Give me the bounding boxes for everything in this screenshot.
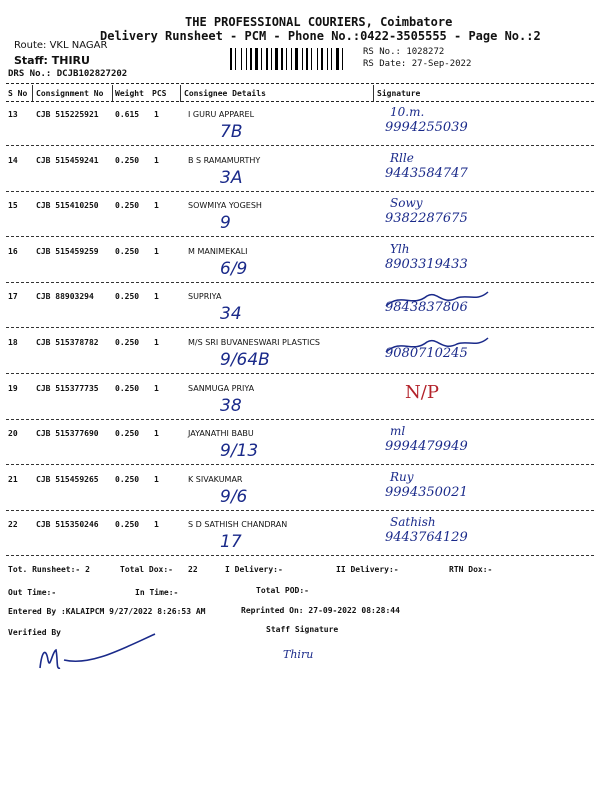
- rs-number: RS No.: 1028272: [363, 47, 445, 57]
- i-delivery: I Delivery:-: [225, 565, 283, 574]
- signature-phone: 9994350021: [385, 484, 468, 500]
- drs-number: DRS No.: DCJB102827202: [8, 69, 128, 79]
- cell-weight: 0.250: [115, 429, 140, 439]
- barcode-gap: [284, 48, 285, 70]
- cell-pcs: 1: [154, 246, 159, 256]
- cell-consignment-no: CJB 515410250: [36, 201, 99, 211]
- not-present-mark: N/P: [405, 381, 439, 403]
- barcode-bar: [291, 48, 292, 70]
- barcode-gap: [288, 48, 290, 70]
- signature-name: Ruy: [390, 469, 414, 484]
- signature-phone: 9080710245: [385, 346, 468, 361]
- handwritten-door-no: 9/6: [220, 486, 248, 507]
- barcode-gap: [248, 48, 249, 70]
- cell-consignment-no: CJB 515459265: [36, 474, 99, 484]
- barcode-bar: [241, 48, 242, 70]
- row-divider: [6, 145, 594, 146]
- col-pcs: PCS: [152, 89, 167, 98]
- barcode-gap: [340, 48, 341, 70]
- signature-phone: 9443764129: [385, 530, 468, 546]
- row-divider: [6, 282, 594, 283]
- barcode-gap: [324, 48, 326, 70]
- handwritten-door-no: 34: [220, 304, 242, 325]
- col-divider: [32, 85, 33, 102]
- cell-sno: 18: [8, 338, 18, 347]
- cell-sno: 20: [8, 429, 18, 439]
- cell-weight: 0.615: [115, 110, 140, 119]
- cell-weight: 0.250: [115, 246, 140, 256]
- col-consignee: Consignee Details: [184, 89, 266, 98]
- cell-consignee-name: I GURU APPAREL: [188, 110, 255, 119]
- row-divider: [6, 555, 594, 556]
- cell-consignee-name: SOWMIYA YOGESH: [188, 201, 262, 211]
- total-dox-label: Total Dox:-: [120, 565, 173, 574]
- verifier-signature: [30, 630, 160, 680]
- table-row: [0, 421, 600, 465]
- in-time: In Time:-: [135, 588, 179, 597]
- barcode-gap: [304, 48, 305, 70]
- barcode-gap: [309, 48, 310, 70]
- col-consignment: Consignment No: [36, 89, 104, 98]
- barcode-bar: [246, 48, 247, 70]
- cell-pcs: 1: [154, 383, 159, 393]
- tot-runsheet: Tot. Runsheet:- 2: [8, 565, 90, 574]
- row-divider: [6, 373, 594, 374]
- col-weight: Weight: [115, 89, 144, 98]
- row-divider: [6, 327, 594, 328]
- barcode-gap: [233, 48, 234, 70]
- col-divider: [112, 85, 113, 102]
- ii-delivery: II Delivery:-: [336, 565, 399, 574]
- col-sno: S No: [8, 89, 28, 98]
- total-dox-value: 22: [188, 565, 198, 574]
- barcode-bar: [306, 48, 308, 70]
- barcode-bar: [317, 48, 318, 70]
- barcode-bar: [261, 48, 262, 70]
- handwritten-door-no: 9/64B: [220, 350, 270, 370]
- handwritten-door-no: 17: [220, 532, 242, 553]
- cell-consignment-no: CJB 515377735: [36, 383, 99, 393]
- cell-consignee-name: S D SATHISH CHANDRAN: [188, 520, 288, 530]
- rs-date: RS Date: 27-Sep-2022: [363, 59, 472, 69]
- cell-consignment-no: CJB 88903294: [36, 292, 94, 302]
- signature-phone: 9843837806: [385, 300, 468, 316]
- cell-consignment-no: CJB 515225921: [36, 110, 99, 119]
- barcode-gap: [237, 48, 240, 70]
- cell-weight: 0.250: [115, 292, 140, 302]
- cell-sno: 22: [8, 520, 18, 530]
- signature-name: Sowy: [390, 196, 423, 211]
- staff-signature-label: Staff Signature: [266, 625, 339, 634]
- signature-phone: 9382287675: [385, 211, 468, 227]
- barcode-gap: [329, 48, 330, 70]
- table-row: [0, 239, 600, 283]
- barcode-gap: [319, 48, 320, 70]
- barcode-bar: [250, 48, 252, 70]
- signature-name: ml: [390, 424, 406, 439]
- cell-weight: 0.250: [115, 474, 140, 484]
- cell-consignment-no: CJB 515459259: [36, 246, 99, 256]
- table-row: [0, 102, 600, 146]
- barcode-bar: [336, 48, 339, 70]
- company-name: THE PROFESSIONAL COURIERS, Coimbatore: [185, 15, 453, 29]
- cell-weight: 0.250: [115, 383, 140, 393]
- table-row: [0, 330, 600, 374]
- handwritten-door-no: 9: [220, 213, 231, 234]
- cell-pcs: 1: [154, 201, 159, 211]
- header-top-divider: [6, 83, 594, 84]
- barcode-bar: [281, 48, 283, 70]
- cell-pcs: 1: [154, 338, 159, 347]
- barcode-bar: [286, 48, 287, 70]
- signature-phone: 9994479949: [385, 439, 468, 455]
- barcode-bar: [302, 48, 303, 70]
- row-divider: [6, 419, 594, 420]
- table-row: [0, 193, 600, 237]
- cell-sno: 14: [8, 155, 18, 165]
- cell-pcs: 1: [154, 110, 159, 119]
- handwritten-door-no: 3A: [220, 167, 243, 188]
- cell-consignee-name: K SIVAKUMAR: [188, 474, 243, 484]
- barcode-bar: [235, 48, 236, 70]
- barcode-bar: [311, 48, 312, 70]
- cell-consignee-name: M MANIMEKALI: [188, 246, 248, 256]
- total-pod: Total POD:-: [256, 586, 309, 595]
- barcode-bar: [295, 48, 298, 70]
- signature-name: 10.m.: [390, 105, 425, 119]
- cell-sno: 19: [8, 383, 18, 393]
- barcode-gap: [243, 48, 245, 70]
- cell-consignment-no: CJB 515378782: [36, 338, 99, 347]
- cell-weight: 0.250: [115, 155, 140, 165]
- cell-weight: 0.250: [115, 201, 140, 211]
- barcode-bar: [266, 48, 268, 70]
- runsheet-title: Delivery Runsheet - PCM - Phone No.:0422-3505555 - Page No.:2: [100, 29, 541, 43]
- table-row: [0, 512, 600, 556]
- handwritten-door-no: 38: [220, 395, 242, 416]
- barcode-gap: [263, 48, 265, 70]
- col-divider: [180, 85, 181, 102]
- out-time: Out Time:-: [8, 588, 57, 597]
- verified-by: Verified By: [8, 628, 61, 637]
- cell-pcs: 1: [154, 520, 159, 530]
- table-row: [0, 467, 600, 511]
- cell-consignee-name: SUPRIYA: [188, 292, 222, 302]
- barcode-gap: [253, 48, 254, 70]
- handwritten-door-no: 7B: [220, 122, 243, 142]
- cell-consignment-no: CJB 515350246: [36, 520, 99, 530]
- signature-phone: 9994255039: [385, 120, 468, 135]
- barcode-bar: [331, 48, 332, 70]
- barcode-bar: [321, 48, 323, 70]
- barcode-gap: [279, 48, 280, 70]
- barcode: [230, 48, 355, 70]
- barcode-gap: [344, 48, 346, 70]
- table-row: [0, 148, 600, 192]
- cell-pcs: 1: [154, 474, 159, 484]
- signature-phone: 8903319433: [385, 256, 468, 272]
- cell-consignee-name: B S RAMAMURTHY: [188, 155, 261, 165]
- cell-weight: 0.250: [115, 338, 140, 347]
- col-divider: [373, 85, 374, 102]
- handwritten-door-no: 6/9: [220, 258, 248, 279]
- barcode-bar: [275, 48, 278, 70]
- cell-weight: 0.250: [115, 520, 140, 530]
- barcode-bar: [230, 48, 232, 70]
- cell-sno: 17: [8, 292, 18, 302]
- barcode-gap: [273, 48, 274, 70]
- signature-name: Ylh: [390, 241, 410, 256]
- barcode-bar: [271, 48, 272, 70]
- barcode-gap: [299, 48, 301, 70]
- barcode-bar: [255, 48, 258, 70]
- staff-sign-name: Thiru: [283, 648, 314, 661]
- barcode-gap: [259, 48, 260, 70]
- cell-consignment-no: CJB 515459241: [36, 155, 99, 165]
- row-divider: [6, 510, 594, 511]
- cell-pcs: 1: [154, 429, 159, 439]
- cell-pcs: 1: [154, 292, 159, 302]
- signature-name: Rlle: [390, 150, 414, 165]
- cell-consignee-name: SANMUGA PRIYA: [188, 383, 255, 393]
- handwritten-door-no: 9/13: [220, 441, 259, 462]
- cell-sno: 16: [8, 246, 18, 256]
- reprinted-on: Reprinted On: 27-09-2022 08:28:44: [241, 606, 400, 615]
- staff-label: Staff: THIRU: [14, 54, 90, 67]
- table-row: [0, 376, 600, 420]
- col-signature: Signature: [377, 89, 421, 98]
- table-row: [0, 284, 600, 328]
- row-divider: [6, 464, 594, 465]
- cell-pcs: 1: [154, 155, 159, 165]
- signature-phone: 9443584747: [385, 165, 468, 181]
- barcode-bar: [342, 48, 343, 70]
- signature-name: Sathish: [390, 515, 436, 530]
- row-divider: [6, 191, 594, 192]
- cell-sno: 21: [8, 474, 18, 484]
- cell-consignee-name: JAYANATHI BABU: [188, 429, 254, 439]
- cell-sno: 13: [8, 110, 18, 119]
- cell-sno: 15: [8, 201, 18, 211]
- barcode-gap: [333, 48, 335, 70]
- rtn-dox: RTN Dox:-: [449, 565, 493, 574]
- barcode-bar: [327, 48, 328, 70]
- barcode-gap: [293, 48, 294, 70]
- barcode-gap: [313, 48, 316, 70]
- entered-by: Entered By :KALAIPCM 9/27/2022 8:26:53 AM: [8, 607, 206, 616]
- cell-consignment-no: CJB 515377690: [36, 429, 99, 439]
- route-label: Route: VKL NAGAR: [14, 40, 108, 51]
- barcode-gap: [269, 48, 270, 70]
- cell-consignee-name: M/S SRI BUVANESWARI PLASTICS: [188, 338, 320, 347]
- row-divider: [6, 236, 594, 237]
